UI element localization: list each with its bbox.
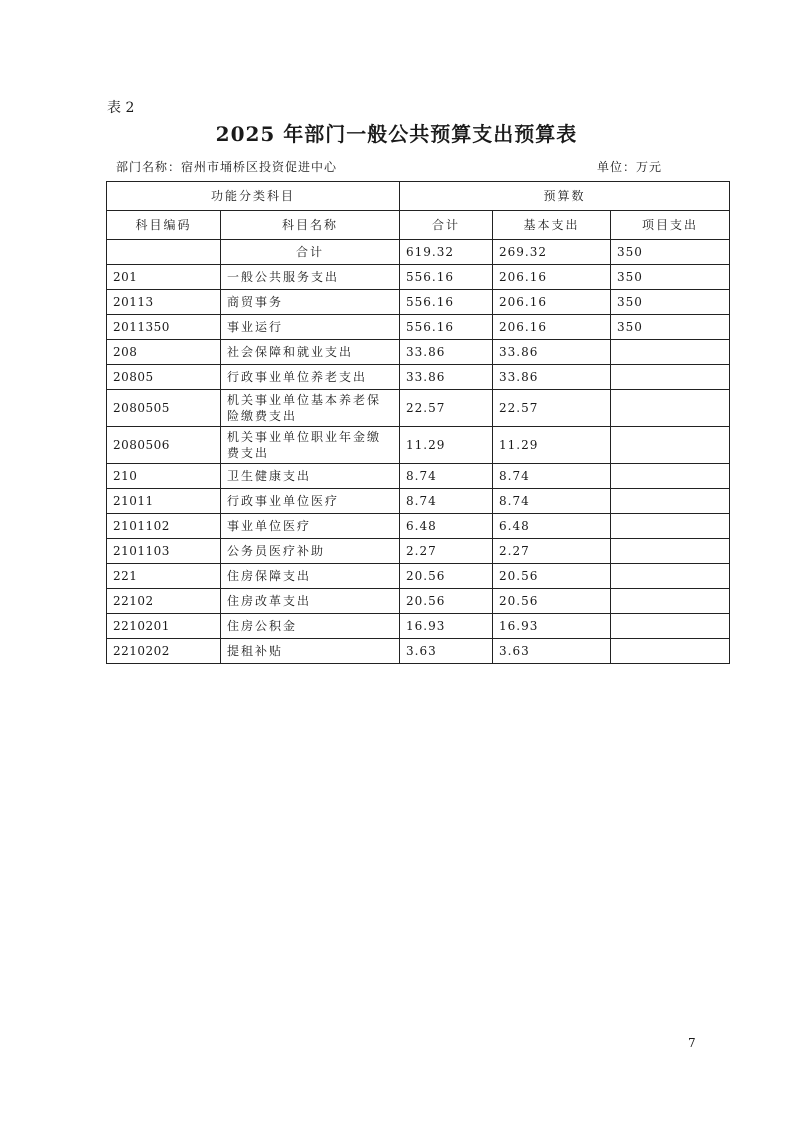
row-basic: 11.29 — [493, 427, 611, 464]
row-basic: 8.74 — [493, 464, 611, 489]
row-basic: 8.74 — [493, 489, 611, 514]
row-total: 22.57 — [400, 390, 493, 427]
header-code: 科目编码 — [107, 211, 221, 240]
row-basic: 3.63 — [493, 639, 611, 664]
row-total: 2.27 — [400, 539, 493, 564]
department-name: 部门名称：宿州市埇桥区投资促进中心 — [116, 160, 338, 174]
total-amount: 619.32 — [400, 240, 493, 265]
header-project: 项目支出 — [611, 211, 730, 240]
table-row — [107, 315, 730, 340]
row-total: 11.29 — [400, 427, 493, 464]
row-total: 8.74 — [400, 489, 493, 514]
table-row — [107, 589, 730, 614]
row-total: 33.86 — [400, 340, 493, 365]
row-code: 2101102 — [107, 514, 221, 539]
header-row-1 — [107, 182, 730, 211]
row-code: 21011 — [107, 489, 221, 514]
row-project — [611, 639, 730, 664]
page-title: 2025 年部门一般公共预算支出预算表 — [215, 122, 578, 146]
row-project: 350 — [611, 315, 730, 340]
table-row — [107, 340, 730, 365]
page-number: 7 — [688, 1036, 696, 1050]
total-code-cell — [107, 240, 221, 265]
row-name: 机关事业单位基本养老保险缴费支出 — [221, 390, 400, 427]
row-code: 2011350 — [107, 315, 221, 340]
row-name: 行政事业单位医疗 — [221, 489, 400, 514]
table-row — [107, 514, 730, 539]
row-project — [611, 464, 730, 489]
table-row — [107, 639, 730, 664]
row-project — [611, 489, 730, 514]
row-code: 20805 — [107, 365, 221, 390]
table-row — [107, 290, 730, 315]
row-project — [611, 365, 730, 390]
row-basic: 20.56 — [493, 564, 611, 589]
row-basic: 22.57 — [493, 390, 611, 427]
row-total: 20.56 — [400, 564, 493, 589]
row-name: 商贸事务 — [221, 290, 400, 315]
row-project — [611, 427, 730, 464]
table-row — [107, 539, 730, 564]
row-code: 2101103 — [107, 539, 221, 564]
table-number: 表 2 — [107, 100, 135, 116]
row-total: 33.86 — [400, 365, 493, 390]
row-code: 208 — [107, 340, 221, 365]
header-name: 科目名称 — [221, 211, 400, 240]
row-name: 卫生健康支出 — [221, 464, 400, 489]
header-basic: 基本支出 — [493, 211, 611, 240]
row-basic: 2.27 — [493, 539, 611, 564]
unit-label: 单位：万元 — [597, 160, 663, 174]
row-project — [611, 564, 730, 589]
row-total: 3.63 — [400, 639, 493, 664]
row-code: 2080505 — [107, 390, 221, 427]
row-name: 行政事业单位养老支出 — [221, 365, 400, 390]
table-row — [107, 489, 730, 514]
row-project — [611, 614, 730, 639]
row-project: 350 — [611, 290, 730, 315]
row-name: 一般公共服务支出 — [221, 265, 400, 290]
row-project: 350 — [611, 265, 730, 290]
row-name: 住房改革支出 — [221, 589, 400, 614]
row-total: 20.56 — [400, 589, 493, 614]
row-code: 2210201 — [107, 614, 221, 639]
total-row — [107, 240, 730, 265]
row-name: 提租补贴 — [221, 639, 400, 664]
row-total: 16.93 — [400, 614, 493, 639]
row-project — [611, 589, 730, 614]
budget-table — [106, 181, 730, 664]
table-row — [107, 365, 730, 390]
row-code: 210 — [107, 464, 221, 489]
total-project: 350 — [611, 240, 730, 265]
table-row — [107, 564, 730, 589]
row-basic: 33.86 — [493, 365, 611, 390]
row-code: 221 — [107, 564, 221, 589]
table-row — [107, 614, 730, 639]
total-basic: 269.32 — [493, 240, 611, 265]
row-project — [611, 340, 730, 365]
row-name: 住房公积金 — [221, 614, 400, 639]
row-project — [611, 390, 730, 427]
table-row — [107, 265, 730, 290]
row-name: 公务员医疗补助 — [221, 539, 400, 564]
row-code: 2210202 — [107, 639, 221, 664]
row-code: 2080506 — [107, 427, 221, 464]
table-row — [107, 464, 730, 489]
row-code: 201 — [107, 265, 221, 290]
row-basic: 20.56 — [493, 589, 611, 614]
row-basic: 16.93 — [493, 614, 611, 639]
header-total: 合计 — [400, 211, 493, 240]
row-basic: 206.16 — [493, 315, 611, 340]
row-project — [611, 514, 730, 539]
row-name: 机关事业单位职业年金缴费支出 — [221, 427, 400, 464]
row-basic: 6.48 — [493, 514, 611, 539]
header-row-2 — [107, 211, 730, 240]
table-row — [107, 427, 730, 464]
row-total: 8.74 — [400, 464, 493, 489]
row-total: 6.48 — [400, 514, 493, 539]
header-budget-amount: 预算数 — [400, 182, 730, 211]
row-basic: 33.86 — [493, 340, 611, 365]
total-label: 合计 — [221, 240, 400, 265]
row-basic: 206.16 — [493, 265, 611, 290]
row-name: 社会保障和就业支出 — [221, 340, 400, 365]
row-name: 事业运行 — [221, 315, 400, 340]
row-basic: 206.16 — [493, 290, 611, 315]
row-total: 556.16 — [400, 265, 493, 290]
row-code: 20113 — [107, 290, 221, 315]
row-total: 556.16 — [400, 315, 493, 340]
header-function-category: 功能分类科目 — [107, 182, 400, 211]
table-row — [107, 390, 730, 427]
row-code: 22102 — [107, 589, 221, 614]
row-name: 事业单位医疗 — [221, 514, 400, 539]
row-name: 住房保障支出 — [221, 564, 400, 589]
row-total: 556.16 — [400, 290, 493, 315]
row-project — [611, 539, 730, 564]
